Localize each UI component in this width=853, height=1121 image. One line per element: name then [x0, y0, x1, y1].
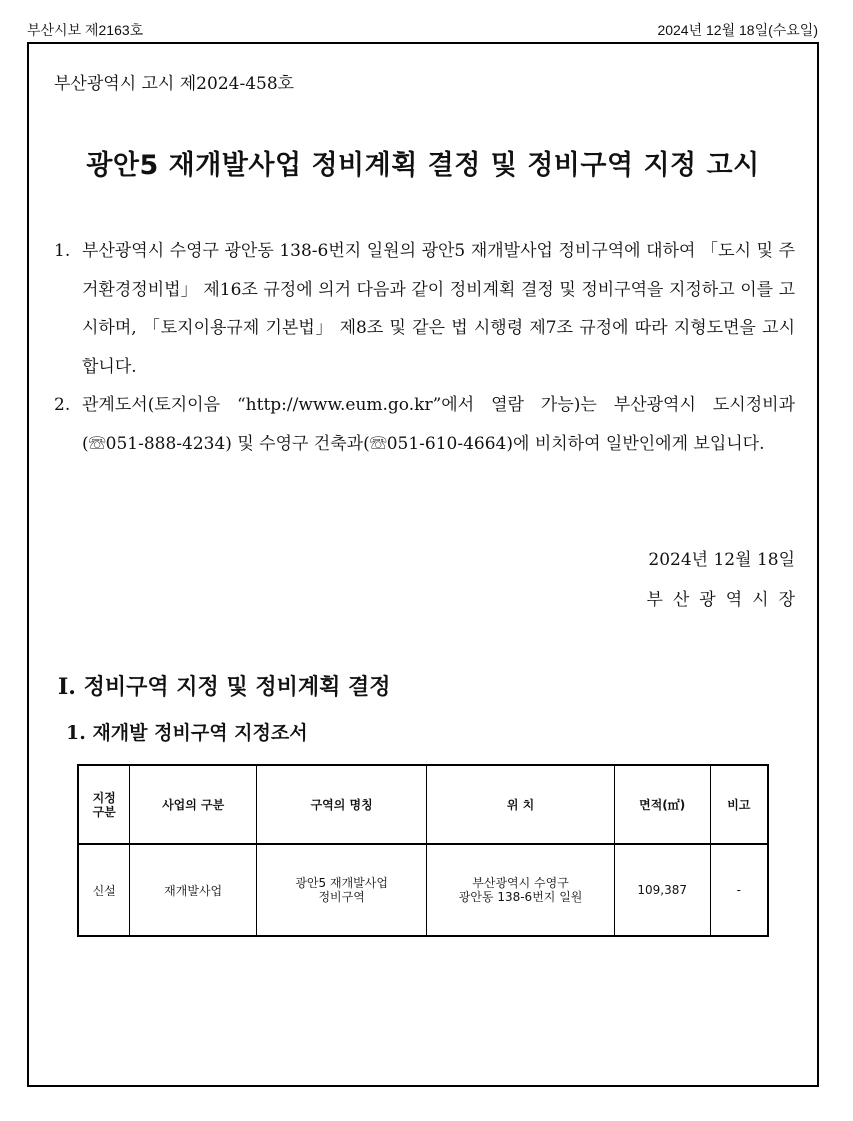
cell-designation: 신설	[78, 844, 130, 936]
gazette-date: 2024년 12월 18일(수요일)	[657, 22, 818, 38]
paragraph-text: 관계도서(토지이음 “http://www.eum.go.kr”에서 열람 가능)는 부산광역시 도시정비과(☏051-888-4234) 및 수영구 건축과(☏051-610-4664)에 비치하여 일반인에게 보입니다.	[82, 395, 795, 454]
paragraph-number: 2.	[54, 395, 71, 415]
cell-zone-name	[256, 844, 426, 936]
cell-project-type: 재개발사업	[130, 844, 257, 936]
section-heading: Ⅰ. 정비구역 지정 및 정비계획 결정	[58, 674, 391, 700]
paragraph-2	[54, 386, 795, 463]
signature-block	[646, 540, 805, 620]
cell-area: 109,387	[614, 844, 710, 936]
table-row	[78, 844, 768, 936]
header-designation	[78, 765, 130, 844]
zone-name-line1: 광안5 재개발사업	[295, 876, 388, 890]
sign-date: 2024년 12월 18일	[648, 550, 795, 570]
paragraph-number: 1.	[54, 241, 71, 261]
mayor-name: 부산광역시장	[646, 590, 805, 610]
header-zone-name: 구역의 명칭	[256, 765, 426, 844]
section-subheading: 1. 재개발 정비구역 지정조서	[66, 722, 308, 744]
location-line1: 부산광역시 수영구	[472, 876, 569, 890]
header-location: 위 치	[427, 765, 614, 844]
paragraph-text: 부산광역시 수영구 광안동 138-6번지 일원의 광안5 재개발사업 정비구역에 대하여 「도시 및 주거환경정비법」 제16조 규정에 의거 다음과 같이 정비계획 결정 및 정비구역을 지정하고 이를 고시하며, 「토지이용규제 기본법」 제8조 및 같은 법 시행령 제7조 규정에 따라 지형도면을 고시합니다.	[82, 241, 795, 377]
zone-name-line2: 정비구역	[318, 890, 365, 904]
header-remarks: 비고	[710, 765, 768, 844]
header-designation-line1: 지정	[92, 790, 116, 805]
cell-remarks: -	[710, 844, 768, 936]
location-line2: 광안동 138-6번지 일원	[458, 890, 583, 904]
notice-title: 광안5 재개발사업 정비계획 결정 및 정비구역 지정 고시	[86, 150, 760, 181]
table-header-row	[78, 765, 768, 844]
header-area: 면적(㎡)	[614, 765, 710, 844]
notice-number: 부산광역시 고시 제2024-458호	[54, 74, 295, 94]
header-project-type: 사업의 구분	[130, 765, 257, 844]
cell-location	[427, 844, 614, 936]
notice-body	[54, 232, 795, 463]
paragraph-1	[54, 232, 795, 386]
designation-table	[77, 764, 769, 937]
gazette-number: 부산시보 제2163호	[27, 22, 144, 38]
header-designation-line2: 구분	[92, 804, 116, 819]
gazette-header	[27, 18, 818, 40]
